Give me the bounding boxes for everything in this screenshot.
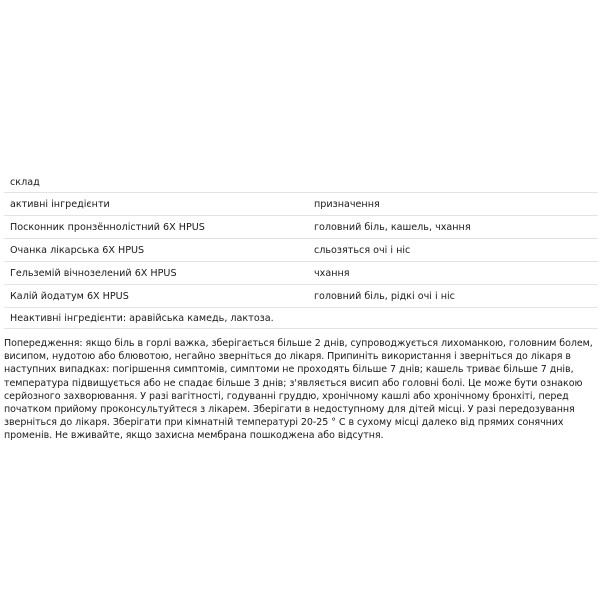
table-row xyxy=(4,262,598,285)
composition-title: склад xyxy=(4,172,598,193)
product-info-sheet xyxy=(0,172,600,443)
composition-header-row xyxy=(4,193,598,216)
warning-block xyxy=(4,337,594,443)
ingredient-purpose: чхання xyxy=(308,262,598,285)
composition-table xyxy=(4,172,598,329)
table-row xyxy=(4,216,598,239)
ingredient-purpose: головний біль, кашель, чхання xyxy=(308,216,598,239)
inactive-ingredients: Неактивні інгредієнти: аравійська камедь, лактоза. xyxy=(4,308,598,329)
purpose-header: призначення xyxy=(308,193,598,216)
active-ingredients-header: активні інгредієнти xyxy=(4,193,308,216)
ingredient-name: Калій йодатум 6X HPUS xyxy=(4,285,308,308)
warning-text: Попередження: якщо біль в горлі важка, зберігається більше 2 днів, супроводжується лихоманкою, головним болем, висипом, нудотою або блювотою, негайно зверніться до лікаря. Припиніть використання і зверніться до лікаря в наступних випадках: погіршення симптомів, симптоми не проходять більше 7 днів; кашель триває більше 7 днів, температура підвищується або не спадає більше 3 днів; з'являється висип або головні болі. Це може бути ознакою серйозного захворювання. У разі вагітності, годуванні груддю, хронічному кашлі або хронічному бронхіті, перед початком прийому проконсультуйтеся з лікарем. Зберігати в недоступному для дітей місці. У разі передозування зверніться до лікаря. Зберігати при кімнатній температурі 20-25 ° C в сухому місці далеко від прямих сонячних променів. Не вживайте, якщо захисна мембрана пошкоджена або відсутня. xyxy=(4,338,593,442)
inactive-ingredients-row xyxy=(4,308,598,329)
ingredient-purpose: сльозяться очі і ніс xyxy=(308,239,598,262)
table-row xyxy=(4,285,598,308)
ingredient-purpose: головний біль, рідкі очі і ніс xyxy=(308,285,598,308)
table-row xyxy=(4,239,598,262)
ingredient-name: Посконник пронзённолістний 6X HPUS xyxy=(4,216,308,239)
ingredient-name: Гельземій вічнозелений 6X HPUS xyxy=(4,262,308,285)
ingredient-name: Очанка лікарська 6X HPUS xyxy=(4,239,308,262)
composition-title-row xyxy=(4,172,598,193)
